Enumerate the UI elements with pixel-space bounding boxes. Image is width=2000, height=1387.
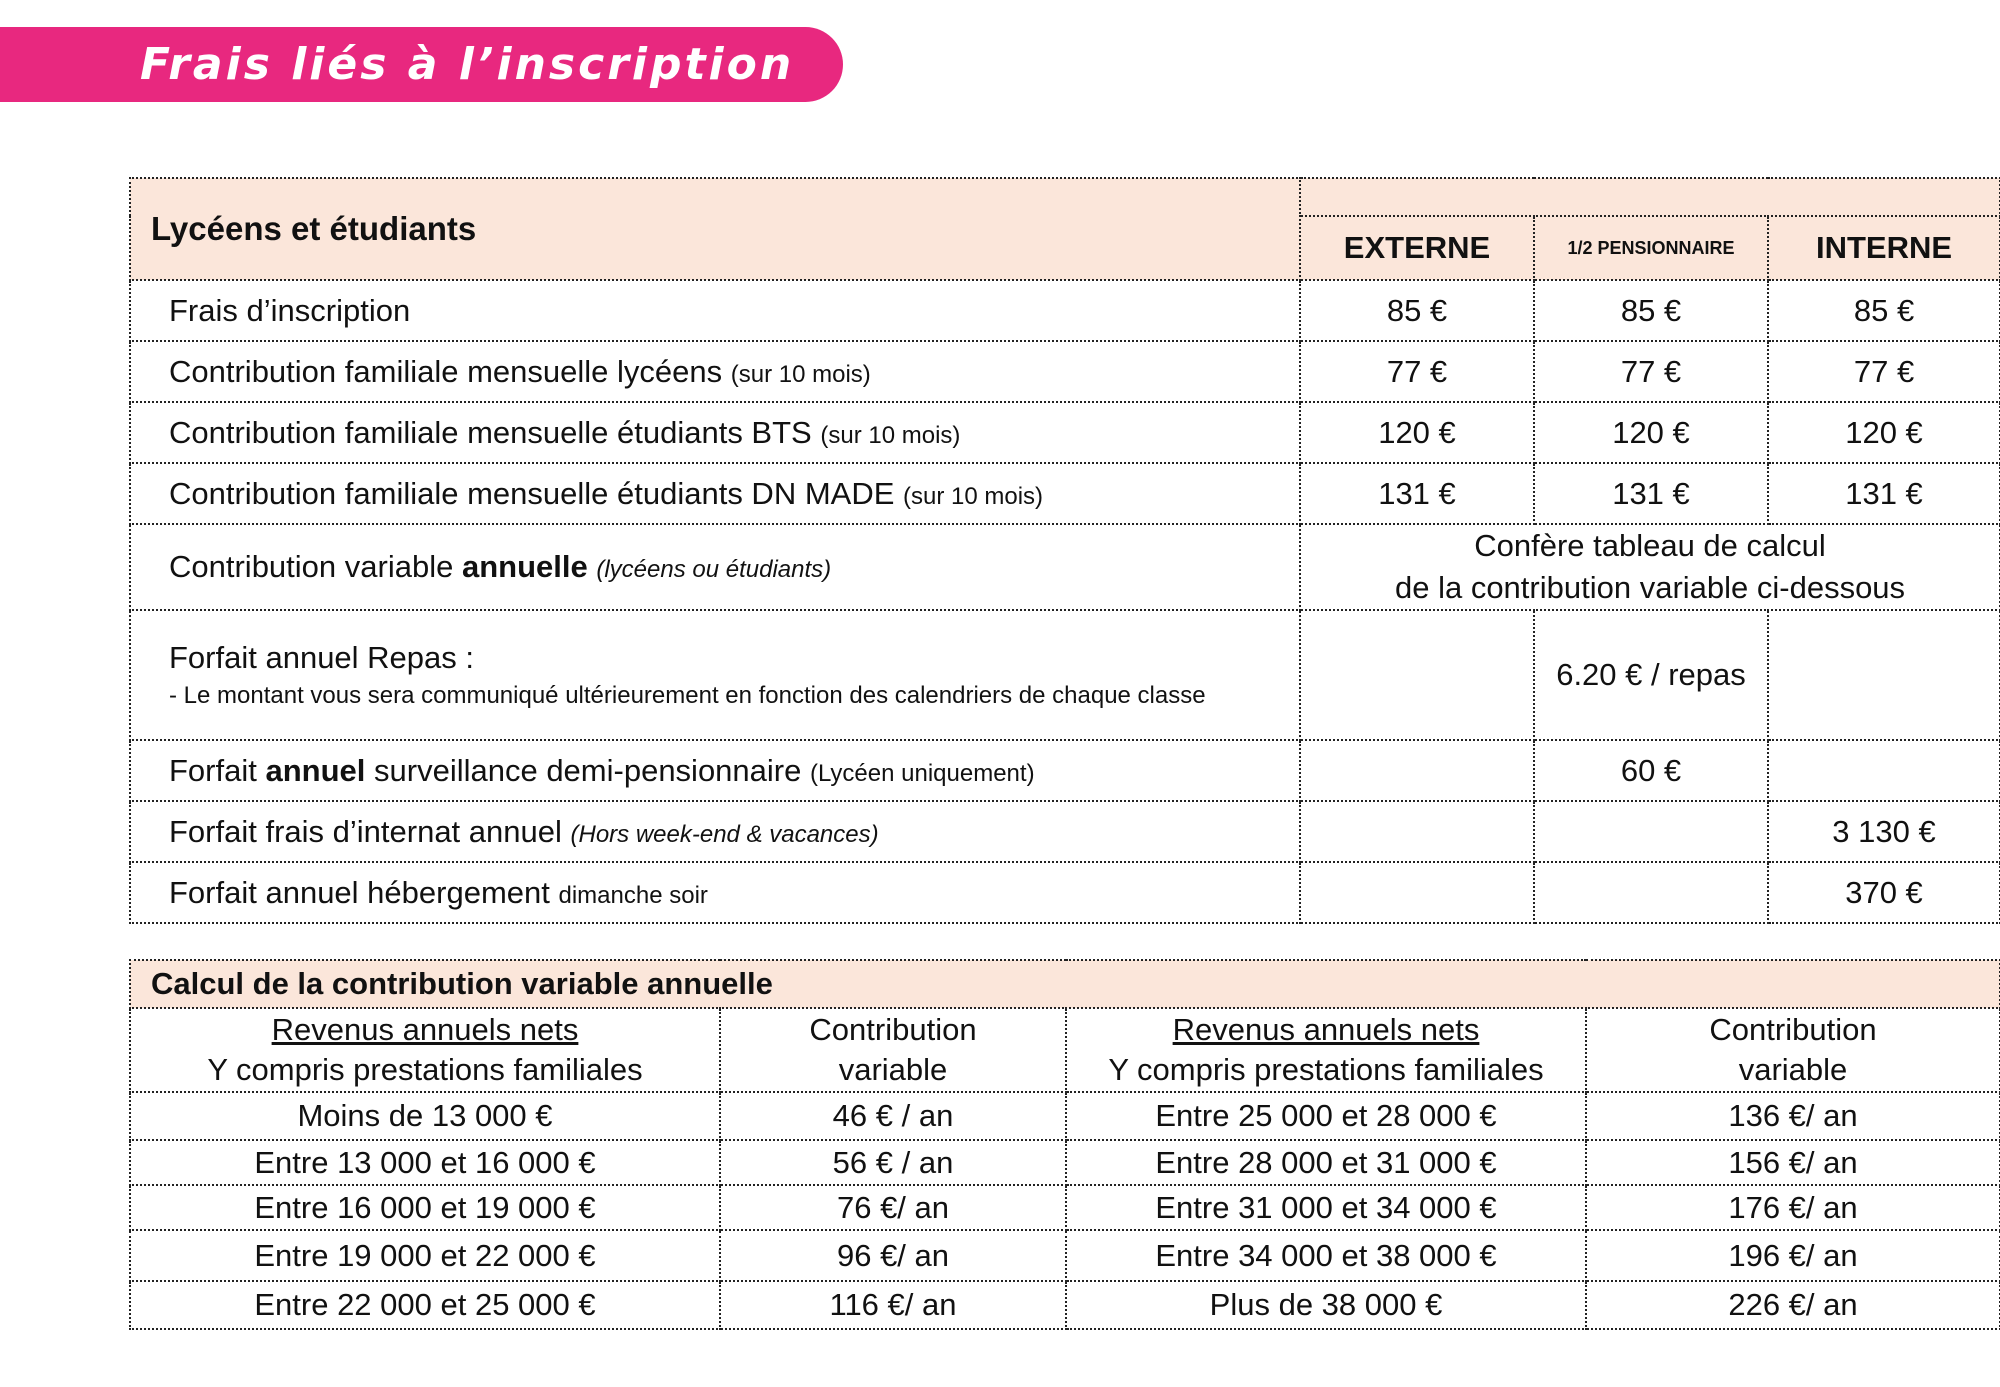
income-bracket: Entre 28 000 et 31 000 € bbox=[1066, 1140, 1586, 1185]
contribution-amount: 156 €/ an bbox=[1586, 1140, 2000, 1185]
fee-value-demi: 131 € bbox=[1534, 463, 1768, 524]
fee-value-demi bbox=[1534, 862, 1768, 923]
income-bracket: Entre 13 000 et 16 000 € bbox=[130, 1140, 720, 1185]
fee-value-externe bbox=[1300, 740, 1534, 801]
income-bracket: Plus de 38 000 € bbox=[1066, 1281, 1586, 1329]
variable-contribution-table bbox=[129, 959, 2000, 1330]
fee-value-interne: 131 € bbox=[1768, 463, 2000, 524]
income-header: Revenus annuels nets Y compris prestations familiales bbox=[130, 1008, 720, 1092]
fee-label: Forfait frais d’internat annuel (Hors week-end & vacances) bbox=[130, 801, 1300, 862]
table-row bbox=[130, 1281, 2000, 1329]
fee-value-demi: 120 € bbox=[1534, 402, 1768, 463]
income-bracket: Entre 34 000 et 38 000 € bbox=[1066, 1230, 1586, 1281]
contribution-amount: 176 €/ an bbox=[1586, 1185, 2000, 1230]
fee-row-hebergement bbox=[130, 862, 2000, 923]
fee-row-inscription bbox=[130, 280, 2000, 341]
contribution-amount: 46 € / an bbox=[720, 1092, 1066, 1140]
table-row bbox=[130, 1092, 2000, 1140]
fee-row-variable bbox=[130, 524, 2000, 610]
fee-value-interne: 77 € bbox=[1768, 341, 2000, 402]
table-row bbox=[130, 1185, 2000, 1230]
table-row bbox=[130, 1230, 2000, 1281]
fee-value-demi: 60 € bbox=[1534, 740, 1768, 801]
fee-value-demi: 6.20 € / repas bbox=[1534, 610, 1768, 740]
fee-value-externe bbox=[1300, 862, 1534, 923]
fee-value-interne: 85 € bbox=[1768, 280, 2000, 341]
fee-value-demi bbox=[1534, 801, 1768, 862]
fee-value-externe: 131 € bbox=[1300, 463, 1534, 524]
contribution-amount: 76 €/ an bbox=[720, 1185, 1066, 1230]
contribution-amount: 56 € / an bbox=[720, 1140, 1066, 1185]
contribution-amount: 226 €/ an bbox=[1586, 1281, 2000, 1329]
income-bracket: Entre 16 000 et 19 000 € bbox=[130, 1185, 720, 1230]
title-banner bbox=[0, 27, 843, 102]
fee-row-lyceens bbox=[130, 341, 2000, 402]
col-externe: EXTERNE bbox=[1300, 216, 1534, 280]
income-bracket: Entre 31 000 et 34 000 € bbox=[1066, 1185, 1586, 1230]
page-title: Frais liés à l’inscription bbox=[140, 39, 795, 90]
col-interne: INTERNE bbox=[1768, 216, 2000, 280]
fee-row-dnmade bbox=[130, 463, 2000, 524]
fees-header-top bbox=[130, 178, 2000, 216]
fee-label: Contribution familiale mensuelle lycéens (sur 10 mois) bbox=[130, 341, 1300, 402]
fee-label: Forfait annuel hébergement dimanche soir bbox=[130, 862, 1300, 923]
fee-sub-note: - Le montant vous sera communiqué ultérieurement en fonction des calendriers de chaque classe bbox=[169, 682, 1206, 709]
fee-value-externe bbox=[1300, 610, 1534, 740]
fee-value-interne: 370 € bbox=[1768, 862, 2000, 923]
income-header: Revenus annuels nets Y compris prestations familiales bbox=[1066, 1008, 1586, 1092]
income-bracket: Entre 22 000 et 25 000 € bbox=[130, 1281, 720, 1329]
fee-label: Frais d’inscription bbox=[130, 280, 1300, 341]
fee-row-repas bbox=[130, 610, 2000, 740]
fee-value-demi: 77 € bbox=[1534, 341, 1768, 402]
fee-label: Contribution familiale mensuelle étudiants DN MADE (sur 10 mois) bbox=[130, 463, 1300, 524]
fee-value-interne: 120 € bbox=[1768, 402, 2000, 463]
income-bracket: Moins de 13 000 € bbox=[130, 1092, 720, 1140]
variable-table-title-row bbox=[130, 960, 2000, 1008]
contribution-amount: 136 €/ an bbox=[1586, 1092, 2000, 1140]
fee-value-externe: 120 € bbox=[1300, 402, 1534, 463]
fee-value-externe: 77 € bbox=[1300, 341, 1534, 402]
fee-value-interne bbox=[1768, 740, 2000, 801]
income-bracket: Entre 19 000 et 22 000 € bbox=[130, 1230, 720, 1281]
income-bracket: Entre 25 000 et 28 000 € bbox=[1066, 1092, 1586, 1140]
contribution-amount: 96 €/ an bbox=[720, 1230, 1066, 1281]
fee-label: Contribution variable annuelle (lycéens ou étudiants) bbox=[130, 524, 1300, 610]
variable-table-header bbox=[130, 1008, 2000, 1092]
fee-label: Forfait annuel Repas : - Le montant vous sera communiqué ultérieurement en fonction des calendriers de chaque classe bbox=[130, 610, 1300, 740]
contribution-amount: 196 €/ an bbox=[1586, 1230, 2000, 1281]
col-demi-pensionnaire: 1/2 PENSIONNAIRE bbox=[1534, 216, 1768, 280]
variable-table-title: Calcul de la contribution variable annuelle bbox=[130, 960, 2000, 1008]
fee-label: Forfait annuel surveillance demi-pensionnaire (Lycéen uniquement) bbox=[130, 740, 1300, 801]
table-row bbox=[130, 1140, 2000, 1185]
fee-row-internat bbox=[130, 801, 2000, 862]
contribution-header: Contribution variable bbox=[720, 1008, 1066, 1092]
fee-value-interne bbox=[1768, 610, 2000, 740]
fee-value-interne: 3 130 € bbox=[1768, 801, 2000, 862]
fee-value-externe bbox=[1300, 801, 1534, 862]
contribution-header: Contribution variable bbox=[1586, 1008, 2000, 1092]
variable-reference: Confère tableau de calcul de la contribution variable ci-dessous bbox=[1300, 524, 2000, 610]
fee-label: Contribution familiale mensuelle étudiants BTS (sur 10 mois) bbox=[130, 402, 1300, 463]
fee-value-externe: 85 € bbox=[1300, 280, 1534, 341]
fees-header-spacer bbox=[1300, 178, 2000, 216]
fee-row-bts bbox=[130, 402, 2000, 463]
fees-table bbox=[129, 177, 2000, 924]
contribution-amount: 116 €/ an bbox=[720, 1281, 1066, 1329]
fees-title: Lycéens et étudiants bbox=[130, 178, 1300, 280]
fee-row-surveillance bbox=[130, 740, 2000, 801]
fee-value-demi: 85 € bbox=[1534, 280, 1768, 341]
